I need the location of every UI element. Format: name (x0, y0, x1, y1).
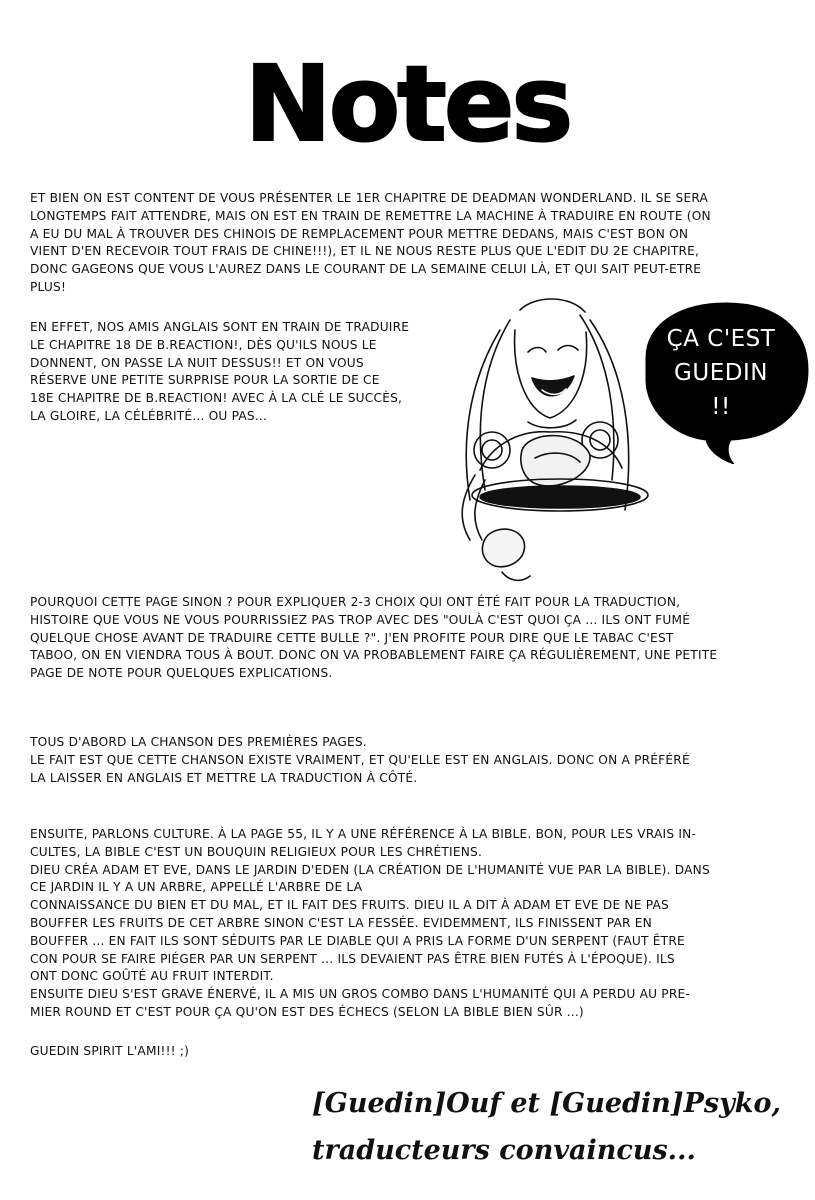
text-line: CON POUR SE FAIRE PIÉGER PAR UN SERPENT ... ILS DEVAIENT PAS ÊTRE BIEN FUTÉS À L'ÉPOQUE). ILS (30, 951, 675, 966)
text-line: VIENT D'EN RECEVOIR TOUT FRAIS DE CHINE!!!), ET IL NE NOUS RESTE PLUS QUE L'EDIT DU 2E CHAPITRE, (30, 244, 700, 259)
song-paragraph (30, 734, 778, 787)
text-line: LE CHAPITRE 18 DE B.REACTION!, DÈS QU'ILS NOUS LE (30, 337, 377, 352)
text-line: DONC GAGEONS QUE VOUS L'AUREZ DANS LE COURANT DE LA SEMAINE CELUI LÀ, ET QUI SAIT PEUT-ETRE (30, 262, 702, 277)
shoulder-ring (474, 432, 510, 468)
closing-line: GUEDIN SPIRIT L'AMI!!! ;) (30, 1044, 190, 1058)
text-line: PLUS! (30, 279, 67, 294)
mouth (532, 376, 574, 396)
text-line: RÉSERVE UNE PETITE SURPRISE POUR LA SORTIE DE CE (30, 373, 380, 388)
text-line: HISTOIRE QUE VOUS NE VOUS POURRISSIEZ PAS TROP AVEC DES "OULÀ C'EST QUOI ÇA ... ILS ONT FUMÉ (30, 612, 691, 627)
text-line: ET BIEN ON EST CONTENT DE VOUS PRÉSENTER LE 1ER CHAPITRE DE DEADMAN WONDERLAND. IL SE SERA (30, 191, 709, 205)
bubble-line: GUEDIN (674, 360, 768, 386)
text-line: LONGTEMPS FAIT ATTENDRE, MAIS ON EST EN TRAIN DE REMETTRE LA MACHINE À TRADUIRE EN ROUTE (ON (30, 208, 711, 223)
text-line: BOUFFER ... EN FAIT ILS SONT SÉDUITS PAR LE DIABLE QUI A PRIS LA FORME D'UN SERPENT (FAUT ÊTRE (30, 933, 685, 948)
bubble-line: ÇA C'EST (666, 326, 776, 352)
text-line: LE FAIT EST QUE CETTE CHANSON EXISTE VRAIMENT, ET QU'ELLE EST EN ANGLAIS. DONC ON A PRÉFÉRÉ (30, 752, 690, 767)
eye (528, 348, 546, 353)
signature-line: [Guedin]Ouf et [Guedin]Psyko, (312, 1088, 781, 1119)
hair-strand (520, 299, 585, 312)
text-line: CONNAISSANCE DU BIEN ET DU MAL, ET IL FAIT DES FRUITS. DIEU IL A DIT À ADAM ET EVE DE NE PAS (30, 898, 669, 913)
text-line: TABOO, ON EN VIENDRA TOUS À BOUT. DONC ON VA PROBABLEMENT FAIRE ÇA RÉGULIÈREMENT, UNE PETITE (30, 648, 718, 663)
text-line: A EU DU MAL À TROUVER DES CHINOIS DE REMPLACEMENT POUR METTRE DEDANS, MAIS C'EST BON ON (30, 226, 689, 241)
text-line: 18E CHAPITRE DE B.REACTION! AVEC À LA CLÉ LE SUCCÈS, (30, 391, 403, 406)
intro-paragraph (30, 190, 778, 297)
face-outline (515, 330, 587, 418)
signature-line: traducteurs convaincus... (312, 1135, 696, 1166)
text-line: POURQUOI CETTE PAGE SINON ? POUR EXPLIQUER 2-3 CHOIX QUI ONT ÉTÉ FAIT POUR LA TRADUCTION, (30, 595, 681, 609)
page-title: Notes (244, 43, 571, 165)
speech-bubble-text (646, 322, 796, 424)
text-line: MIER ROUND ET C'EST POUR ÇA QU'ON EST DES ÉCHECS (SELON LA BIBLE BIEN SÛR ...) (30, 1004, 584, 1019)
glove (482, 529, 524, 567)
text-line: EN EFFET, NOS AMIS ANGLAIS SONT EN TRAIN DE TRADUIRE (30, 320, 410, 334)
eye (558, 346, 578, 351)
text-line: ONT DONC GOÛTÉ AU FRUIT INTERDIT. (30, 969, 274, 984)
hole-rim (480, 486, 640, 508)
text-line: DONNENT, ON PASSE LA NUIT DESSUS!! ET ON VOUS (30, 355, 364, 370)
text-line: QUELQUE CHOSE AVANT DE TRADUIRE CETTE BULLE ?". J'EN PROFITE POUR DIRE QUE LE TABAC C'EST (30, 630, 674, 645)
signature (312, 1080, 792, 1174)
culture-paragraph (30, 826, 780, 1022)
text-line: LA GLOIRE, LA CÉLÉBRITÉ... OU PAS... (30, 408, 268, 423)
why-page-paragraph (30, 594, 778, 683)
text-line: BOUFFER LES FRUITS DE CET ARBRE SINON C'EST LA FESSÉE. EVIDEMMENT, ILS FINISSENT PAR EN (30, 915, 652, 930)
character-illustration (440, 290, 662, 590)
text-line: ENSUITE, PARLONS CULTURE. À LA PAGE 55, IL Y A UNE RÉFÉRENCE À LA BIBLE. BON, POUR LES VRAIS IN- (30, 827, 697, 841)
hair-strand (480, 320, 510, 490)
text-line: TOUS D'ABORD LA CHANSON DES PREMIÈRES PAGES. (30, 735, 367, 749)
text-line: ENSUITE DIEU S'EST GRAVE ÉNERVÉ, IL A MIS UN GROS COMBO DANS L'HUMANITÉ QUI A PERDU AU PRE- (30, 987, 691, 1002)
bubble-line: !! (711, 394, 731, 420)
text-line: DIEU CRÉA ADAM ET EVE, DANS LE JARDIN D'EDEN (LA CRÉATION DE L'HUMANITÉ VUE PAR LA BIBLE). DANS (30, 862, 710, 877)
glove (502, 572, 530, 580)
text-line: CULTES, LA BIBLE C'EST UN BOUQUIN RELIGIEUX POUR LES CHRÉTIENS. (30, 844, 483, 859)
collar (528, 420, 576, 428)
text-line: LA LAISSER EN ANGLAIS ET METTRE LA TRADUCTION À CÔTÉ. (30, 770, 418, 785)
english-friends-paragraph (30, 319, 448, 426)
shoulder-ring (482, 440, 502, 460)
text-line: CE JARDIN IL Y A UN ARBRE, APPELLÉ L'ARBRE DE LA (30, 880, 363, 895)
text-line: PAGE DE NOTE POUR QUELQUES EXPLICATIONS. (30, 666, 333, 681)
